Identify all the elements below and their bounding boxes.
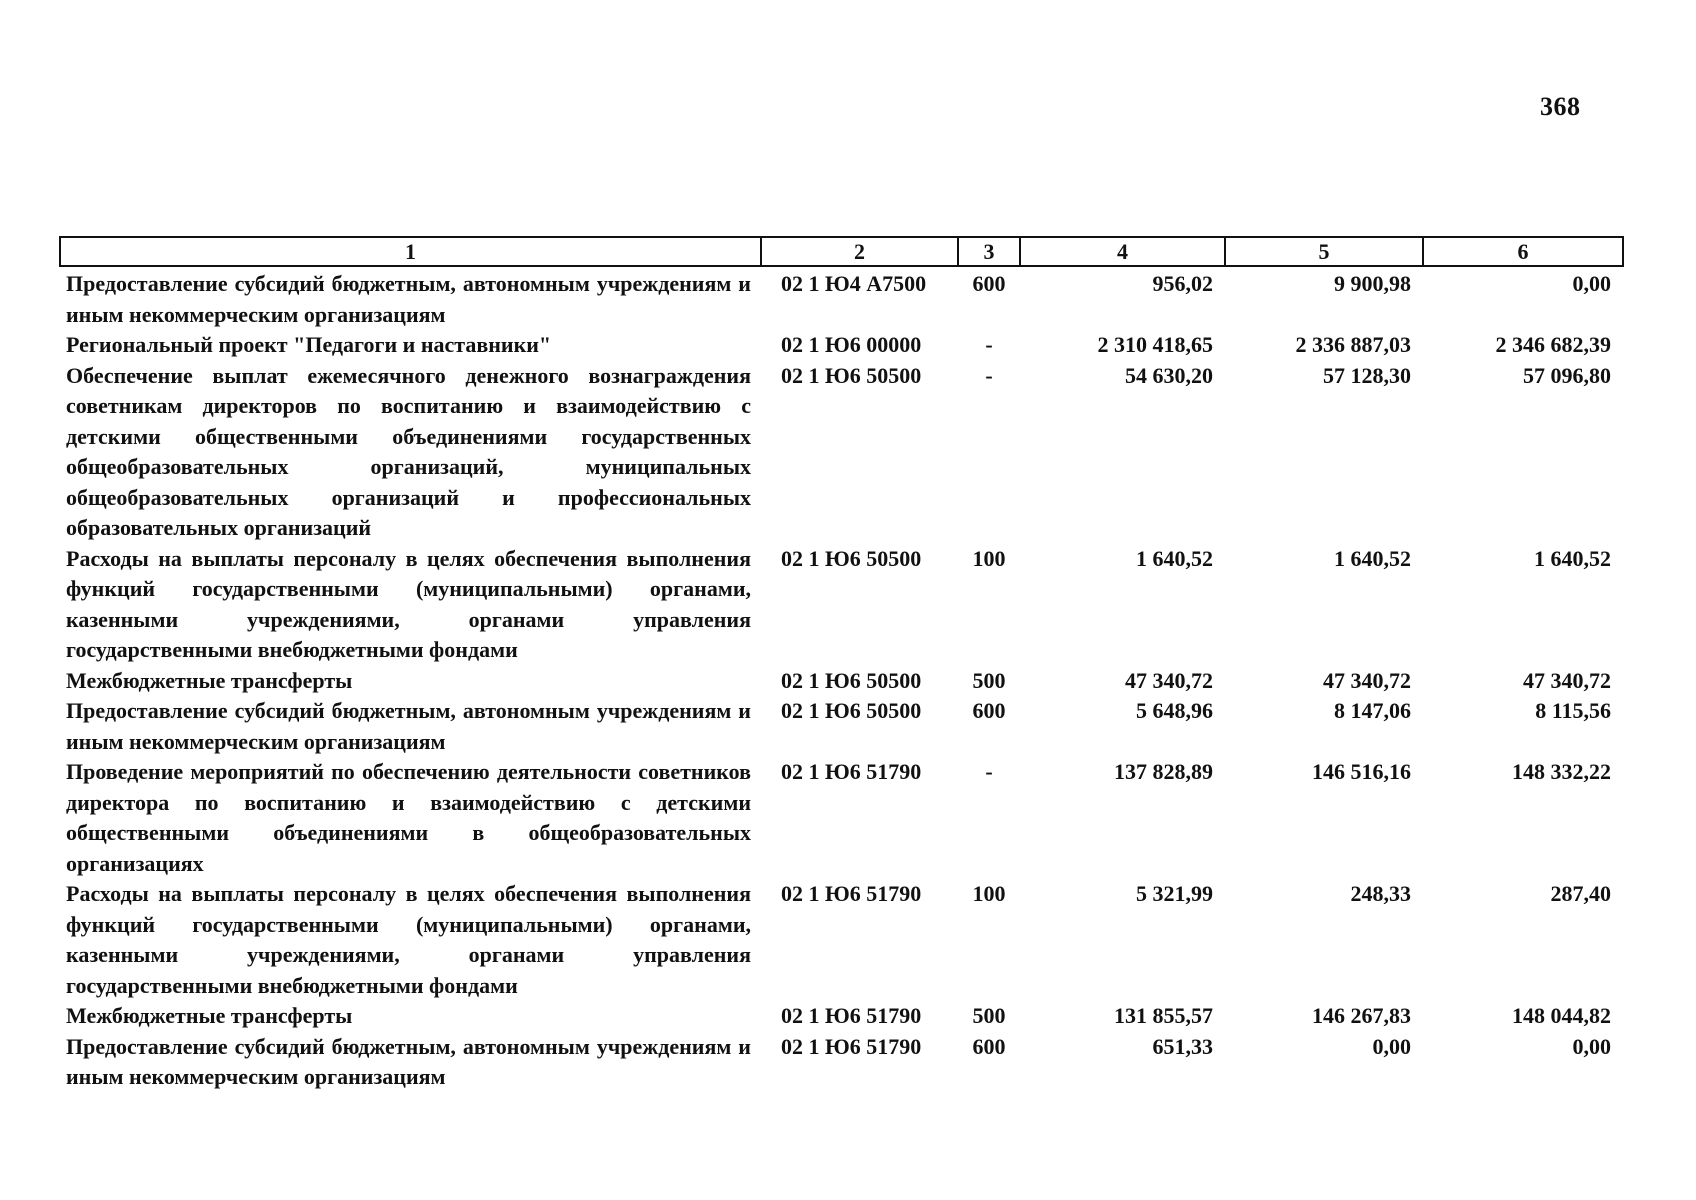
row-value-5: 1 640,52 — [1334, 545, 1411, 571]
row-value-4: 137 828,89 — [1114, 759, 1213, 784]
row-value-6: 287,40 — [1550, 881, 1611, 906]
row-name: Межбюджетные трансферты — [66, 667, 353, 693]
row-value-4: 1 640,52 — [1136, 545, 1213, 571]
row-type: 500 — [972, 1003, 1006, 1028]
column-header-6: 6 — [1423, 237, 1623, 266]
row-code: 02 1 Ю6 50500 — [781, 667, 922, 693]
row-name: Проведение мероприятий по обеспечению деятельности советников директора по воспитанию и взаимодействию с детскими общественными объединениями в общеобразовательных организациях — [66, 759, 751, 876]
row-value-4: 651,33 — [1152, 1033, 1213, 1059]
row-type: 600 — [972, 698, 1006, 723]
budget-table — [59, 236, 1624, 1093]
row-type: 600 — [972, 1033, 1006, 1059]
row-code: 02 1 Ю6 51790 — [781, 1033, 922, 1059]
row-value-6: 148 332,22 — [1512, 759, 1611, 784]
table-row — [60, 666, 1623, 697]
row-name: Расходы на выплаты персоналу в целях обеспечения выполнения функций государственными (муниципальными) органами, казенными учреждениями, органами управления государственными внебюджетными фондами — [66, 881, 751, 998]
table-row — [60, 757, 1623, 879]
row-value-6: 2 346 682,39 — [1495, 332, 1611, 357]
row-code: 02 1 Ю4 A7500 — [781, 271, 927, 296]
row-value-4: 131 855,57 — [1114, 1003, 1213, 1028]
row-type: 100 — [972, 881, 1006, 906]
row-value-5: 8 147,06 — [1334, 698, 1411, 723]
row-value-5: 146 267,83 — [1312, 1003, 1411, 1028]
row-code: 02 1 Ю6 50500 — [781, 698, 922, 723]
row-value-4: 2 310 418,65 — [1097, 332, 1213, 357]
row-type: 500 — [972, 667, 1006, 693]
row-value-5: 57 128,30 — [1323, 362, 1411, 388]
row-value-5: 9 900,98 — [1334, 271, 1411, 296]
row-type: 100 — [972, 545, 1006, 571]
row-value-4: 956,02 — [1152, 271, 1213, 296]
row-value-6: 148 044,82 — [1512, 1003, 1611, 1028]
row-code: 02 1 Ю6 51790 — [781, 1003, 922, 1028]
table-row — [60, 330, 1623, 361]
row-value-4: 5 321,99 — [1136, 881, 1213, 906]
row-value-5: 248,33 — [1350, 881, 1411, 906]
row-name: Расходы на выплаты персоналу в целях обеспечения выполнения функций государственными (муниципальными) органами, казенными учреждениями, органами управления государственными внебюджетными фондами — [66, 545, 751, 662]
table-row — [60, 361, 1623, 544]
row-code: 02 1 Ю6 50500 — [781, 545, 922, 571]
column-header-2: 2 — [761, 237, 958, 266]
row-value-4: 5 648,96 — [1136, 698, 1213, 723]
row-type: 600 — [972, 271, 1006, 296]
row-value-6: 57 096,80 — [1523, 362, 1611, 388]
row-type: - — [985, 759, 993, 784]
row-code: 02 1 Ю6 00000 — [781, 332, 922, 357]
row-value-5: 146 516,16 — [1312, 759, 1411, 784]
row-value-6: 1 640,52 — [1534, 545, 1611, 571]
column-header-4: 4 — [1020, 237, 1225, 266]
row-value-5: 0,00 — [1372, 1033, 1411, 1059]
row-name: Предоставление субсидий бюджетным, автономным учреждениям и иным некоммерческим организациям — [66, 271, 751, 327]
row-code: 02 1 Ю6 51790 — [781, 881, 922, 906]
row-value-4: 54 630,20 — [1125, 362, 1213, 388]
row-value-6: 47 340,72 — [1523, 667, 1611, 693]
row-name: Региональный проект "Педагоги и наставники" — [66, 332, 552, 357]
row-value-6: 0,00 — [1572, 1033, 1611, 1059]
table-row — [60, 266, 1623, 330]
row-name: Предоставление субсидий бюджетным, автономным учреждениям и иным некоммерческим организациям — [66, 1033, 751, 1089]
table-row — [60, 544, 1623, 666]
row-value-6: 8 115,56 — [1535, 698, 1611, 723]
table-row — [60, 1001, 1623, 1032]
row-code: 02 1 Ю6 51790 — [781, 759, 922, 784]
header-row — [60, 237, 1623, 266]
page-number: 368 — [1540, 92, 1581, 121]
column-header-5: 5 — [1225, 237, 1423, 266]
row-value-4: 47 340,72 — [1125, 667, 1213, 693]
column-header-1: 1 — [60, 237, 761, 266]
table-row — [60, 879, 1623, 1001]
row-type: - — [985, 362, 993, 388]
table-row — [60, 696, 1623, 757]
row-value-6: 0,00 — [1572, 271, 1611, 296]
row-type: - — [985, 332, 993, 357]
row-name: Предоставление субсидий бюджетным, автономным учреждениям и иным некоммерческим организациям — [66, 698, 751, 754]
row-value-5: 47 340,72 — [1323, 667, 1411, 693]
row-code: 02 1 Ю6 50500 — [781, 362, 922, 388]
row-value-5: 2 336 887,03 — [1295, 332, 1411, 357]
row-name: Обеспечение выплат ежемесячного денежного вознаграждения советникам директоров по воспитанию и взаимодействию с детскими общественными объединениями государственных общеобразовательных организаций, муниципальных общеобразовательных организаций и профессиональных образовательных организаций — [66, 362, 751, 540]
row-name: Межбюджетные трансферты — [66, 1003, 353, 1028]
column-header-3: 3 — [958, 237, 1020, 266]
table-row — [60, 1032, 1623, 1093]
